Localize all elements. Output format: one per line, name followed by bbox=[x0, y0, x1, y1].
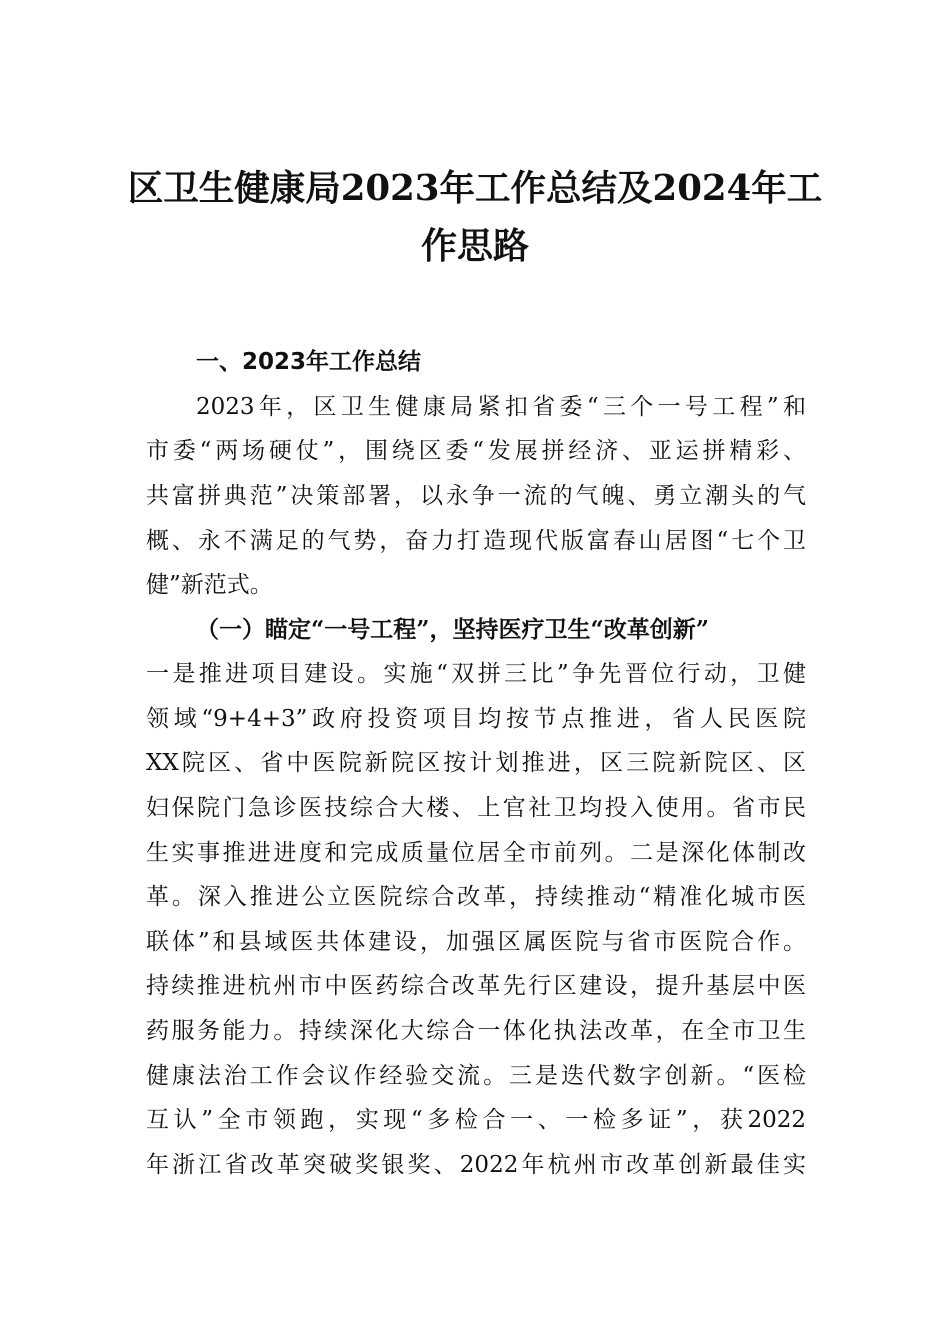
intro-line: 市委“两场硬仗”，围绕区委“发展拼经济、亚运拼精彩、 bbox=[146, 438, 806, 464]
body-line: 健康法治工作会议作经验交流。三是迭代数字创新。“医检 bbox=[146, 1063, 806, 1089]
body-line: 药服务能力。持续深化大综合一体化执法改革，在全市卫生 bbox=[146, 1018, 806, 1044]
intro-line: 健”新范式。 bbox=[146, 572, 273, 598]
section-heading-2023-summary: 一、2023年工作总结 bbox=[196, 349, 422, 375]
body-line: 一是推进项目建设。实施“双拼三比”争先晋位行动，卫健 bbox=[146, 661, 806, 687]
intro-line: 共富拼典范”决策部署，以永争一流的气魄、勇立潮头的气 bbox=[146, 483, 806, 509]
body-line: 妇保院门急诊医技综合大楼、上官社卫均投入使用。省市民 bbox=[146, 795, 806, 821]
document-title-line-2: 作思路 bbox=[420, 225, 529, 267]
body-line: 持续推进杭州市中医药综合改革先行区建设，提升基层中医 bbox=[146, 973, 806, 999]
body-line: 联体”和县域医共体建设，加强区属医院与省市医院合作。 bbox=[146, 929, 806, 955]
body-line: 生实事推进进度和完成质量位居全市前列。二是深化体制改 bbox=[146, 840, 806, 866]
body-line: 革。深入推进公立医院综合改革，持续推动“精准化城市医 bbox=[146, 884, 806, 910]
intro-line: 2023年，区卫生健康局紧扣省委“三个一号工程”和 bbox=[196, 394, 806, 420]
body-line: 互认”全市领跑，实现“多检合一、一检多证”，获2022 bbox=[146, 1107, 806, 1133]
body-line: XX院区、省中医院新院区按计划推进，区三院新院区、区 bbox=[146, 750, 806, 776]
body-line: 年浙江省改革突破奖银奖、2022年杭州市改革创新最佳实 bbox=[146, 1152, 806, 1178]
subsection-heading-reform-innovation: （一）瞄定“一号工程”，坚持医疗卫生“改革创新” bbox=[196, 616, 709, 643]
document-title-line-1: 区卫生健康局2023年工作总结及2024年工 bbox=[127, 168, 823, 209]
intro-line: 概、永不满足的气势，奋力打造现代版富春山居图“七个卫 bbox=[146, 528, 806, 554]
body-line: 领域“9+4+3”政府投资项目均按节点推进，省人民医院 bbox=[146, 706, 806, 732]
